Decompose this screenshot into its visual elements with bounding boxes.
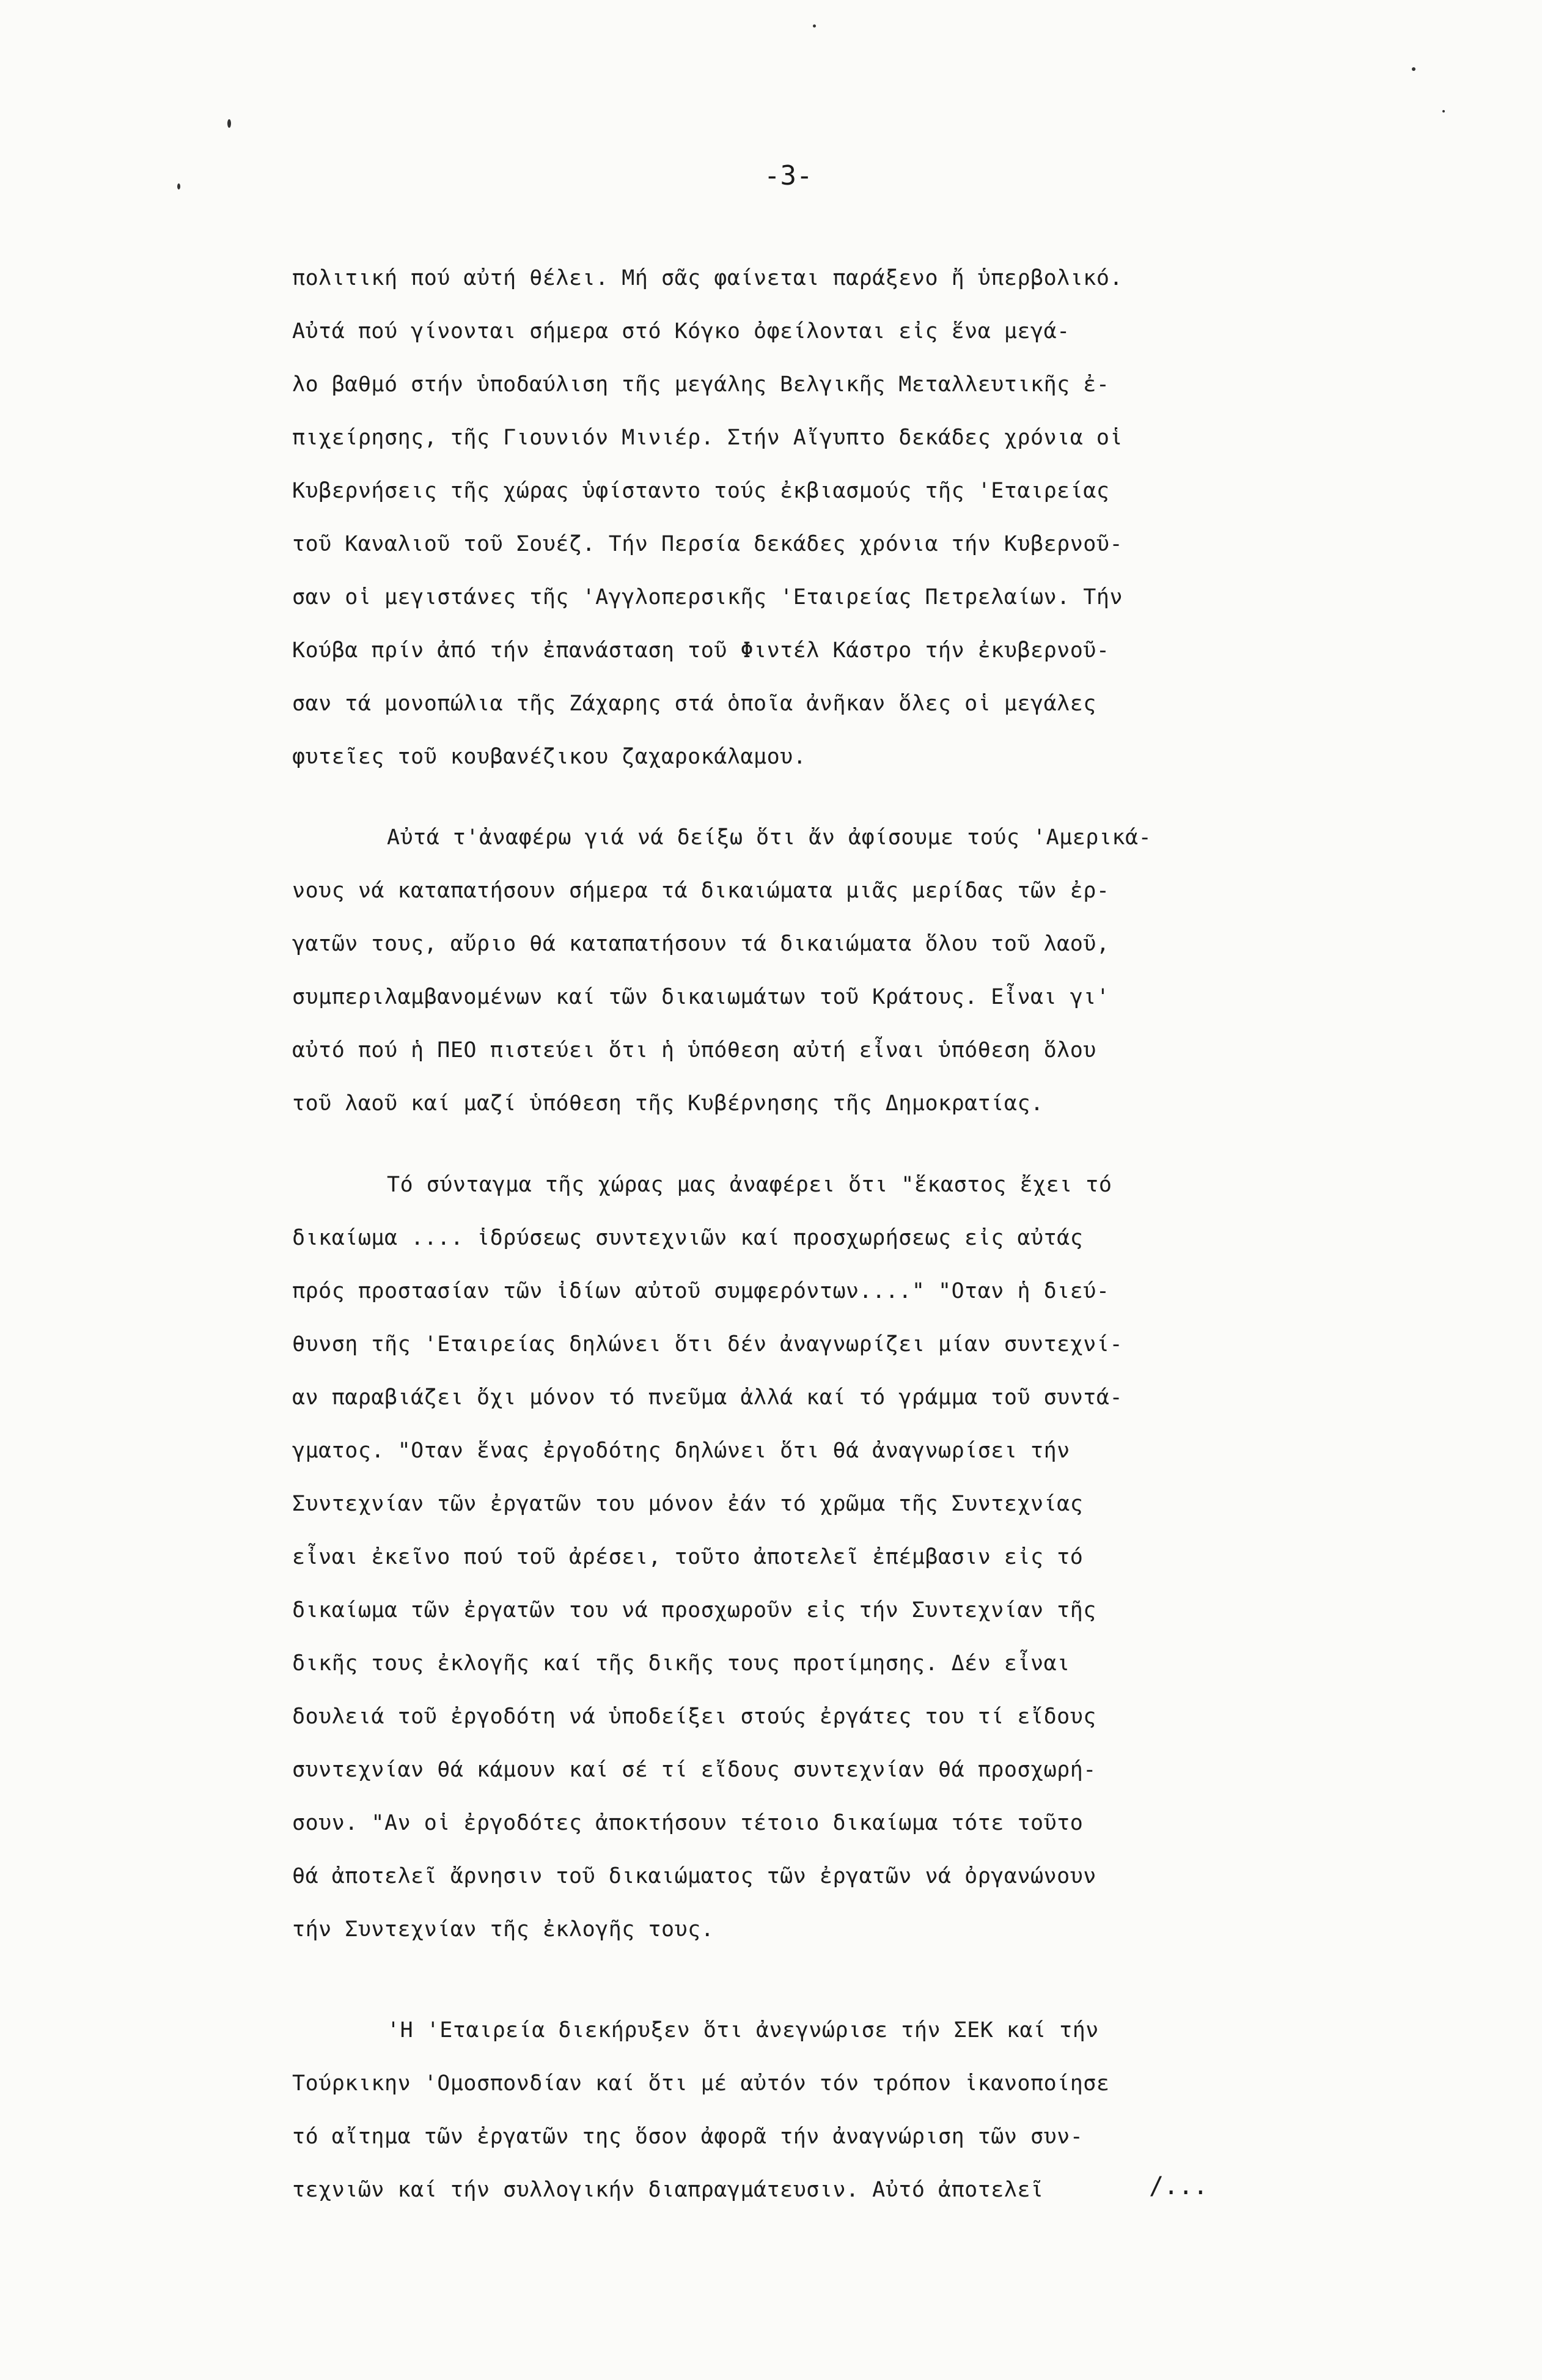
text-line: δικῆς τους ἐκλογῆς καί τῆς δικῆς τους προτίμησης. Δέν εἶναι [292,1651,1070,1676]
text-line: δουλειά τοῦ ἐργοδότη νά ὑποδείξει στούς ἐργάτες του τί εἴδους [292,1704,1096,1729]
scan-speck [813,24,816,28]
text-line: αν παραβιάζει ὄχι μόνον τό πνεῦμα ἀλλά καί τό γράμμα τοῦ συντά- [292,1385,1123,1410]
text-line: αὐτό πού ἡ ΠΕΟ πιστεύει ὅτι ἡ ὑπόθεση αὐτή εἶναι ὑπόθεση ὅλου [292,1038,1096,1063]
text-line: σουν. "Αν οἱ ἐργοδότες ἀποκτήσουν τέτοιο δικαίωμα τότε τοῦτο [292,1811,1084,1835]
text-line: Τούρκικην 'Ομοσπονδίαν καί ὅτι μέ αὐτόν τόν τρόπον ἱκανοποίησε [292,2071,1110,2096]
text-line: θά ἀποτελεῖ ἄρνησιν τοῦ δικαιώματος τῶν ἐργατῶν νά ὀργανώνουν [292,1864,1096,1888]
text-line: Κυβερνήσεις τῆς χώρας ὑφίσταντο τούς ἐκβιασμούς τῆς 'Εταιρείας [292,479,1110,503]
text-line: γματος. "Οταν ἕνας ἐργοδότης δηλώνει ὅτι θά ἀναγνωρίσει τήν [292,1439,1070,1463]
text-line: πιχείρησης, τῆς Γιουνιόν Μινιέρ. Στήν Αἴγυπτο δεκάδες χρόνια οἱ [292,426,1123,450]
text-line: εἶναι ἐκεῖνο πού τοῦ ἀρέσει, τοῦτο ἀποτελεῖ ἐπέμβασιν εἰς τό [292,1545,1084,1569]
text-line: Συντεχνίαν τῶν ἐργατῶν του μόνον ἐάν τό χρῶμα τῆς Συντεχνίας [292,1492,1084,1516]
scan-speck [227,119,231,128]
text-line: λο βαθμό στήν ὑποδαύλιση τῆς μεγάλης Βελγικῆς Μεταλλευτικῆς ἐ- [292,372,1110,397]
text-line: Αὐτά τ'ἀναφέρω γιά νά δείξω ὅτι ἄν ἀφίσουμε τούς 'Αμερικά- [387,825,1152,850]
text-line: θυνση τῆς 'Εταιρείας δηλώνει ὅτι δέν ἀναγνωρίζει μίαν συντεχνί- [292,1332,1123,1357]
text-line: γατῶν τους, αὔριο θά καταπατήσουν τά δικαιώματα ὅλου τοῦ λαοῦ, [292,932,1110,956]
text-line: πρός προστασίαν τῶν ἰδίων αὐτοῦ συμφερόντων...." "Οταν ἡ διεύ- [292,1279,1110,1303]
page-number: -3- [764,160,813,191]
text-line: φυτεῖες τοῦ κουβανέζικου ζαχαροκάλαμου. [292,745,807,769]
paragraph-2 [292,811,1343,1130]
text-line: τήν Συντεχνίαν τῆς ἐκλογῆς τους. [292,1917,714,1942]
text-line: σαν τά μονοπώλια τῆς Ζάχαρης στά ὁποῖα ἀνῆκαν ὅλες οἱ μεγάλες [292,691,1096,716]
text-line: Κούβα πρίν ἀπό τήν ἐπανάσταση τοῦ Φιντέλ Κάστρο τήν ἐκυβερνοῦ- [292,638,1110,663]
scan-speck [1412,67,1415,71]
text-line: πολιτική πού αὐτή θέλει. Μή σᾶς φαίνεται παράξενο ἤ ὑπερβολικό. [292,266,1123,290]
text-line: τεχνιῶν καί τήν συλλογικήν διαπραγμάτευσιν. Αὐτό ἀποτελεῖ [292,2178,1044,2202]
text-line: δικαίωμα τῶν ἐργατῶν του νά προσχωροῦν εἰς τήν Συντεχνίαν τῆς [292,1598,1096,1623]
scan-speck [1442,110,1445,112]
scan-speck [177,183,180,190]
paragraph-3 [292,1159,1343,1956]
text-line: Τό σύνταγμα τῆς χώρας μας ἀναφέρει ὅτι "ἕκαστος ἔχει τό [387,1173,1112,1197]
text-line: συμπεριλαμβανομένων καί τῶν δικαιωμάτων τοῦ Κράτους. Εἶναι γι' [292,985,1110,1009]
text-line: Αὐτά πού γίνονται σήμερα στό Κόγκο ὀφείλονται εἰς ἕνα μεγά- [292,319,1070,344]
text-line: νους νά καταπατήσουν σήμερα τά δικαιώματα μιᾶς μερίδας τῶν ἐρ- [292,879,1110,903]
text-line: 'Η 'Εταιρεία διεκήρυξεν ὅτι ἀνεγνώρισε τήν ΣΕΚ καί τήν [387,2018,1099,2043]
text-line: τοῦ λαοῦ καί μαζί ὑπόθεση τῆς Κυβέρνησης τῆς Δημοκρατίας. [292,1091,1044,1116]
text-line: τοῦ Καναλιοῦ τοῦ Σουέζ. Τήν Περσία δεκάδες χρόνια τήν Κυβερνοῦ- [292,532,1123,556]
text-line: σαν οἱ μεγιστάνες τῆς 'Αγγλοπερσικῆς 'Εταιρείας Πετρελαίων. Τήν [292,585,1123,610]
paragraph-1 [292,252,1343,784]
text-line: συντεχνίαν θά κάμουν καί σέ τί εἴδους συντεχνίαν θά προσχωρή- [292,1758,1096,1782]
continuation-mark: /... [1149,2172,1208,2200]
text-line: δικαίωμα .... ἱδρύσεως συντεχνιῶν καί προσχωρήσεως εἰς αὐτάς [292,1226,1084,1250]
text-line: τό αἴτημα τῶν ἐργατῶν της ὅσον ἀφορᾶ τήν ἀναγνώριση τῶν συν- [292,2124,1084,2149]
